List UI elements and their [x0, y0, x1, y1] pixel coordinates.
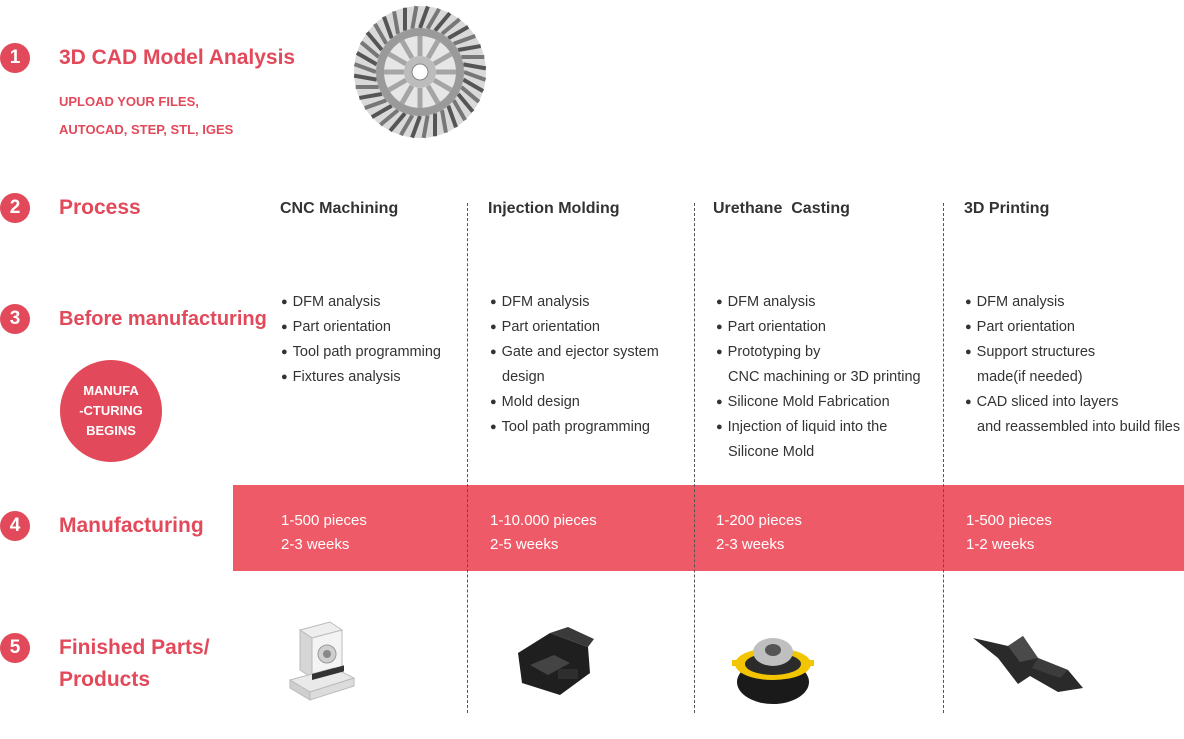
column-header-injection: Injection Molding — [488, 200, 620, 217]
list-item: ● Prototyping by — [716, 340, 921, 365]
manufacturing-begins-badge — [60, 360, 162, 462]
3d-printing-bullet-list — [965, 290, 1180, 440]
step-5-number: 5 — [0, 633, 30, 663]
list-item: ● Mold design — [490, 390, 659, 415]
badge-line-1: MANUFA — [83, 383, 139, 398]
list-item: ● DFM analysis — [716, 290, 921, 315]
badge-line-2: -CTURING — [79, 403, 143, 418]
list-item-continuation: design — [502, 369, 545, 385]
step-4-title: Manufacturing — [59, 514, 204, 537]
cast-part-icon — [728, 622, 818, 712]
step-1-title: 3D CAD Model Analysis — [59, 46, 296, 69]
step-2-title: Process — [59, 196, 141, 219]
lead-time: 1-2 weeks — [966, 536, 1035, 553]
lead-time: 2-3 weeks — [281, 536, 350, 553]
badge-line-3: BEGINS — [86, 423, 136, 438]
molded-part-icon — [510, 625, 600, 700]
list-item: ● Support structures — [965, 340, 1180, 365]
lead-time: 2-5 weeks — [490, 536, 559, 553]
list-item: ● Part orientation — [716, 315, 921, 340]
list-item: ● Gate and ejector system — [490, 340, 659, 365]
lead-time: 2-3 weeks — [716, 536, 785, 553]
injection-manufacturing — [490, 509, 597, 557]
3d-printing-manufacturing — [966, 509, 1052, 557]
step-2-number: 2 — [0, 193, 30, 223]
list-item: ● DFM analysis — [281, 290, 441, 315]
printed-part-icon — [968, 628, 1088, 698]
list-item: ● Tool path programming — [281, 340, 441, 365]
cnc-manufacturing — [281, 509, 367, 557]
list-item: ● Silicone Mold Fabrication — [716, 390, 921, 415]
turbine-wheel-icon — [350, 2, 490, 142]
column-header-3d-printing: 3D Printing — [964, 200, 1050, 217]
step-5-title-line-2: Products — [59, 668, 151, 691]
quantity: 1-200 pieces — [716, 512, 802, 529]
list-item: ● DFM analysis — [965, 290, 1180, 315]
list-item: ● Tool path programming — [490, 415, 659, 440]
column-divider-3 — [943, 203, 944, 713]
step-1-number: 1 — [0, 43, 30, 73]
cnc-bullet-list — [281, 290, 441, 390]
column-header-cnc: CNC Machining — [280, 200, 399, 217]
column-divider-2 — [694, 203, 695, 713]
quantity: 1-10.000 pieces — [490, 512, 597, 529]
upload-line-2: AUTOCAD, STEP, STL, IGES — [59, 122, 234, 137]
list-item: ● Fixtures analysis — [281, 365, 441, 390]
list-item-continuation: made(if needed) — [977, 369, 1083, 385]
list-item-continuation: and reassembled into build files — [977, 419, 1181, 435]
column-header-urethane: Urethane Casting — [713, 200, 850, 217]
list-item: ● CAD sliced into layers — [965, 390, 1180, 415]
upload-line-1: UPLOAD YOUR FILES, — [59, 94, 199, 109]
list-item: ● Part orientation — [281, 315, 441, 340]
list-item: ● Injection of liquid into the — [716, 415, 921, 440]
list-item: ● Part orientation — [965, 315, 1180, 340]
injection-bullet-list — [490, 290, 659, 440]
machined-part-icon — [282, 620, 362, 705]
list-item: ● Part orientation — [490, 315, 659, 340]
step-4-number: 4 — [0, 511, 30, 541]
quantity: 1-500 pieces — [281, 512, 367, 529]
list-item-continuation: Silicone Mold — [728, 444, 815, 460]
list-item-continuation: CNC machining or 3D printing — [728, 369, 921, 385]
step-3-title: Before manufacturing — [59, 308, 267, 330]
quantity: 1-500 pieces — [966, 512, 1052, 529]
urethane-bullet-list — [716, 290, 921, 465]
column-divider-1 — [467, 203, 468, 713]
urethane-manufacturing — [716, 509, 802, 557]
step-5-title-line-1: Finished Parts/ — [59, 636, 210, 659]
step-3-number: 3 — [0, 304, 30, 334]
list-item: ● DFM analysis — [490, 290, 659, 315]
